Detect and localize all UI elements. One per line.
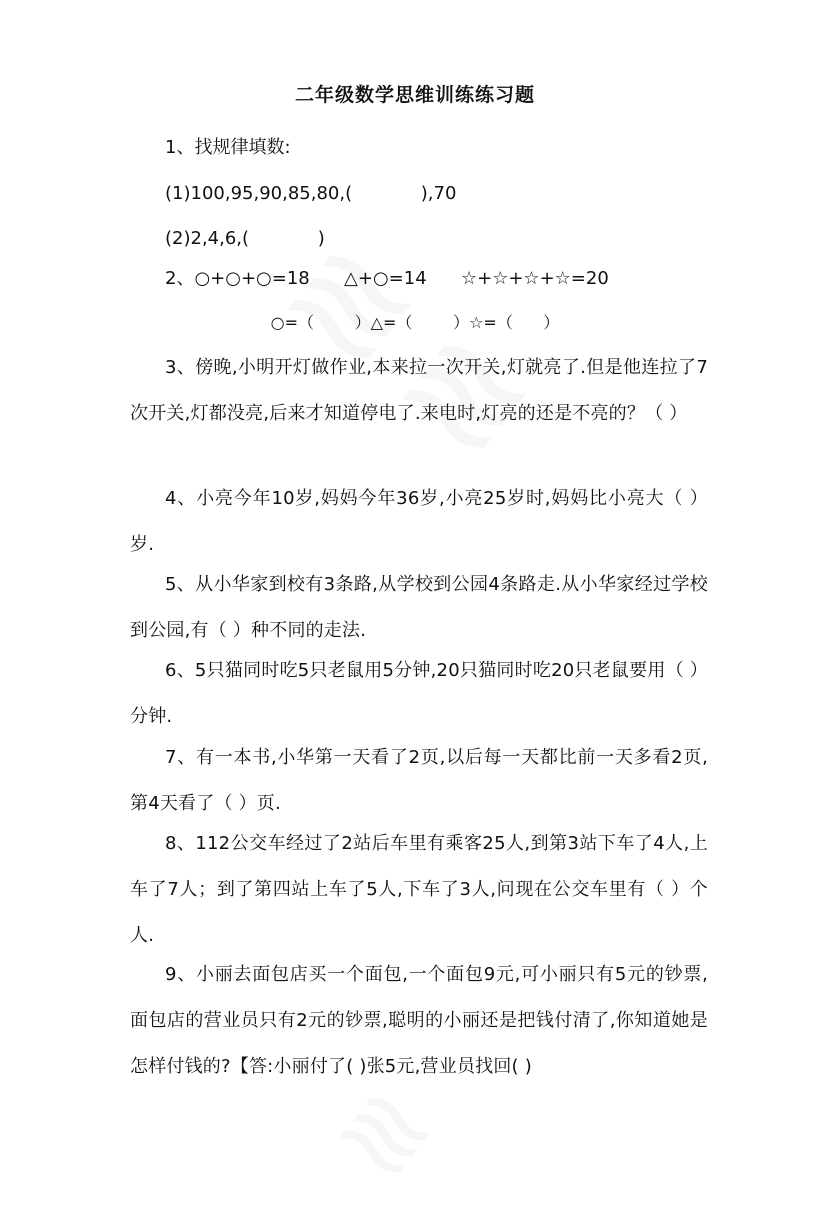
question-8: 8、112公交车经过了2站后车里有乘客25人,到第3站下车了4人,上车了7人；到了第四站上车了5人,下车了3人,问现在公交车里有（ ）个人.	[130, 833, 708, 946]
question-1-part-2: (2)2,4,6,( )	[165, 228, 325, 249]
question-4: 4、小亮今年10岁,妈妈今年36岁,小亮25岁时,妈妈比小亮大（ ）岁.	[130, 488, 708, 555]
question-2-answers: ○=（ ）△=（ ）☆=（ ）	[270, 313, 560, 332]
question-6: 6、5只猫同时吃5只老鼠用5分钟,20只猫同时吃20只老鼠要用（ ）分钟.	[130, 660, 708, 727]
question-2-equations: 2、○+○+○=18 △+○=14 ☆+☆+☆+☆=20	[165, 268, 609, 289]
question-9: 9、小丽去面包店买一个面包,一个面包9元,可小丽只有5元的钞票,面包店的营业员只有2元的钞票,聪明的小丽还是把钱付清了,你知道她是怎样付钱的?【答:小丽付了( )张5元,营业员找回( )	[130, 964, 708, 1077]
page-title: 二年级数学思维训练练习题	[294, 84, 535, 106]
question-1-part-1: (1)100,95,90,85,80,( ),70	[165, 183, 457, 204]
question-3: 3、傍晚,小明开灯做作业,本来拉一次开关,灯就亮了.但是他连拉了7次开关,灯都没亮,后来才知道停电了.来电时,灯亮的还是不亮的？（ ）	[130, 357, 708, 424]
question-1-heading: 1、找规律填数:	[165, 137, 291, 158]
question-5: 5、从小华家到校有3条路,从学校到公园4条路走.从小华家经过学校到公园,有（ ）种不同的走法.	[130, 574, 708, 641]
question-7: 7、有一本书,小华第一天看了2页,以后每一天都比前一天多看2页,第4天看了（ ）页.	[130, 747, 708, 814]
